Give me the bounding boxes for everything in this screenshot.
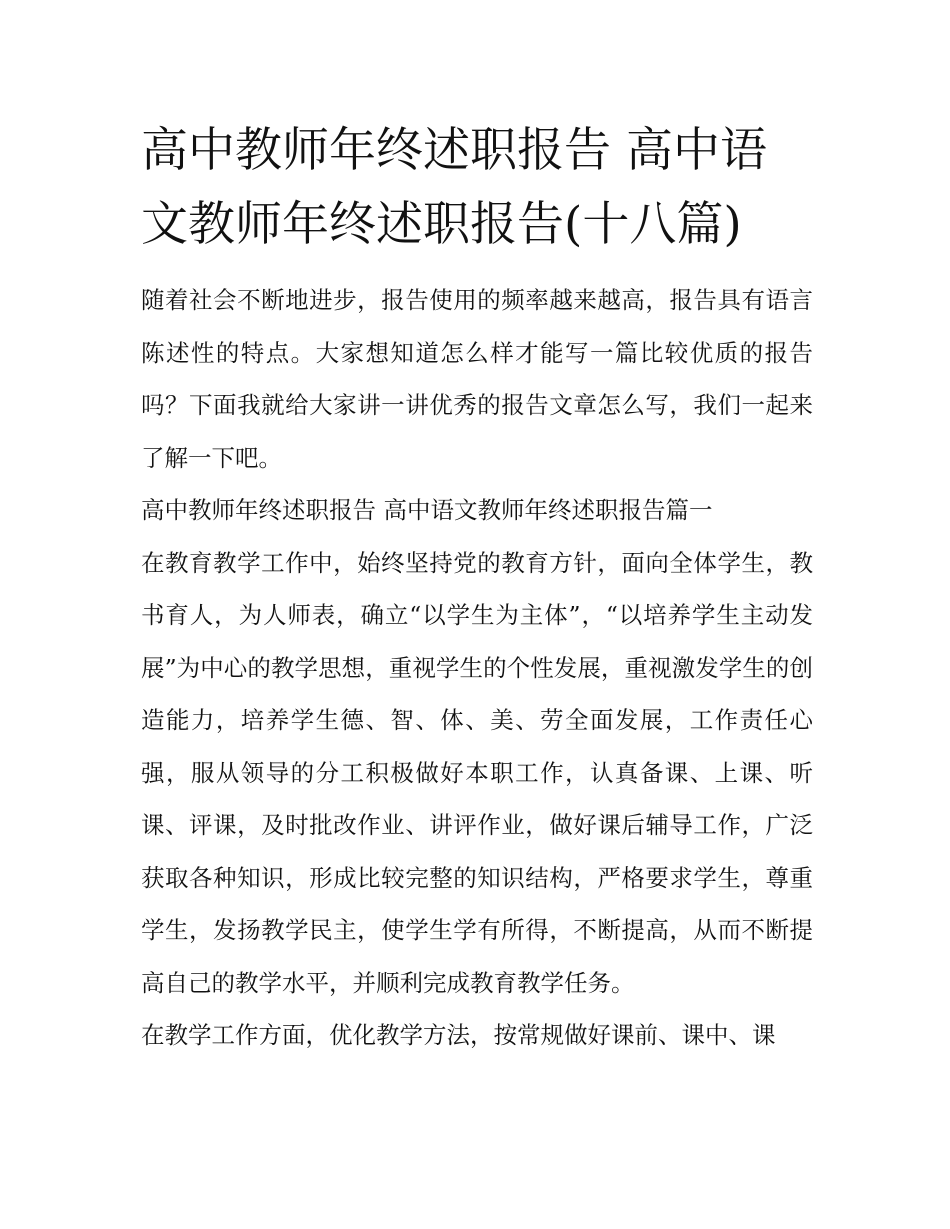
body-paragraph-truncated: 在教学工作方面，优化教学方法，按常规做好课前、课中、课 [141,1021,776,1049]
document-title: 高中教师年终述职报告 高中语文教师年终述职报告(十八篇) [141,123,767,252]
section-heading: 高中教师年终述职报告 高中语文教师年终述职报告篇一 [141,496,713,524]
document-page [141,114,813,1062]
document-body [141,274,813,1062]
body-paragraph: 在教育教学工作中，始终坚持党的教育方针，面向全体学生，教书育人，为人师表，确立“以学生为主体”，“以培养学生主动发展”为中心的教学思想，重视学生的个性发展，重视激发学生的创造能力，培养学生德、智、体、美、劳全面发展，工作责任心强，服从领导的分工积极做好本职工作，认真备课、上课、听课、评课，及时批改作业、讲评作业，做好课后辅导工作，广泛获取各种知识，形成比较完整的知识结构，严格要求学生，尊重学生，发扬教学民主，使学生学有所得，不断提高，从而不断提高自己的教学水平，并顺利完成教育教学任务。 [141,548,813,997]
intro-paragraph: 随着社会不断地进步，报告使用的频率越来越高，报告具有语言陈述性的特点。大家想知道怎么样才能写一篇比较优质的报告吗？下面我就给大家讲一讲优秀的报告文章怎么写，我们一起来了解一下吧。 [141,286,813,472]
